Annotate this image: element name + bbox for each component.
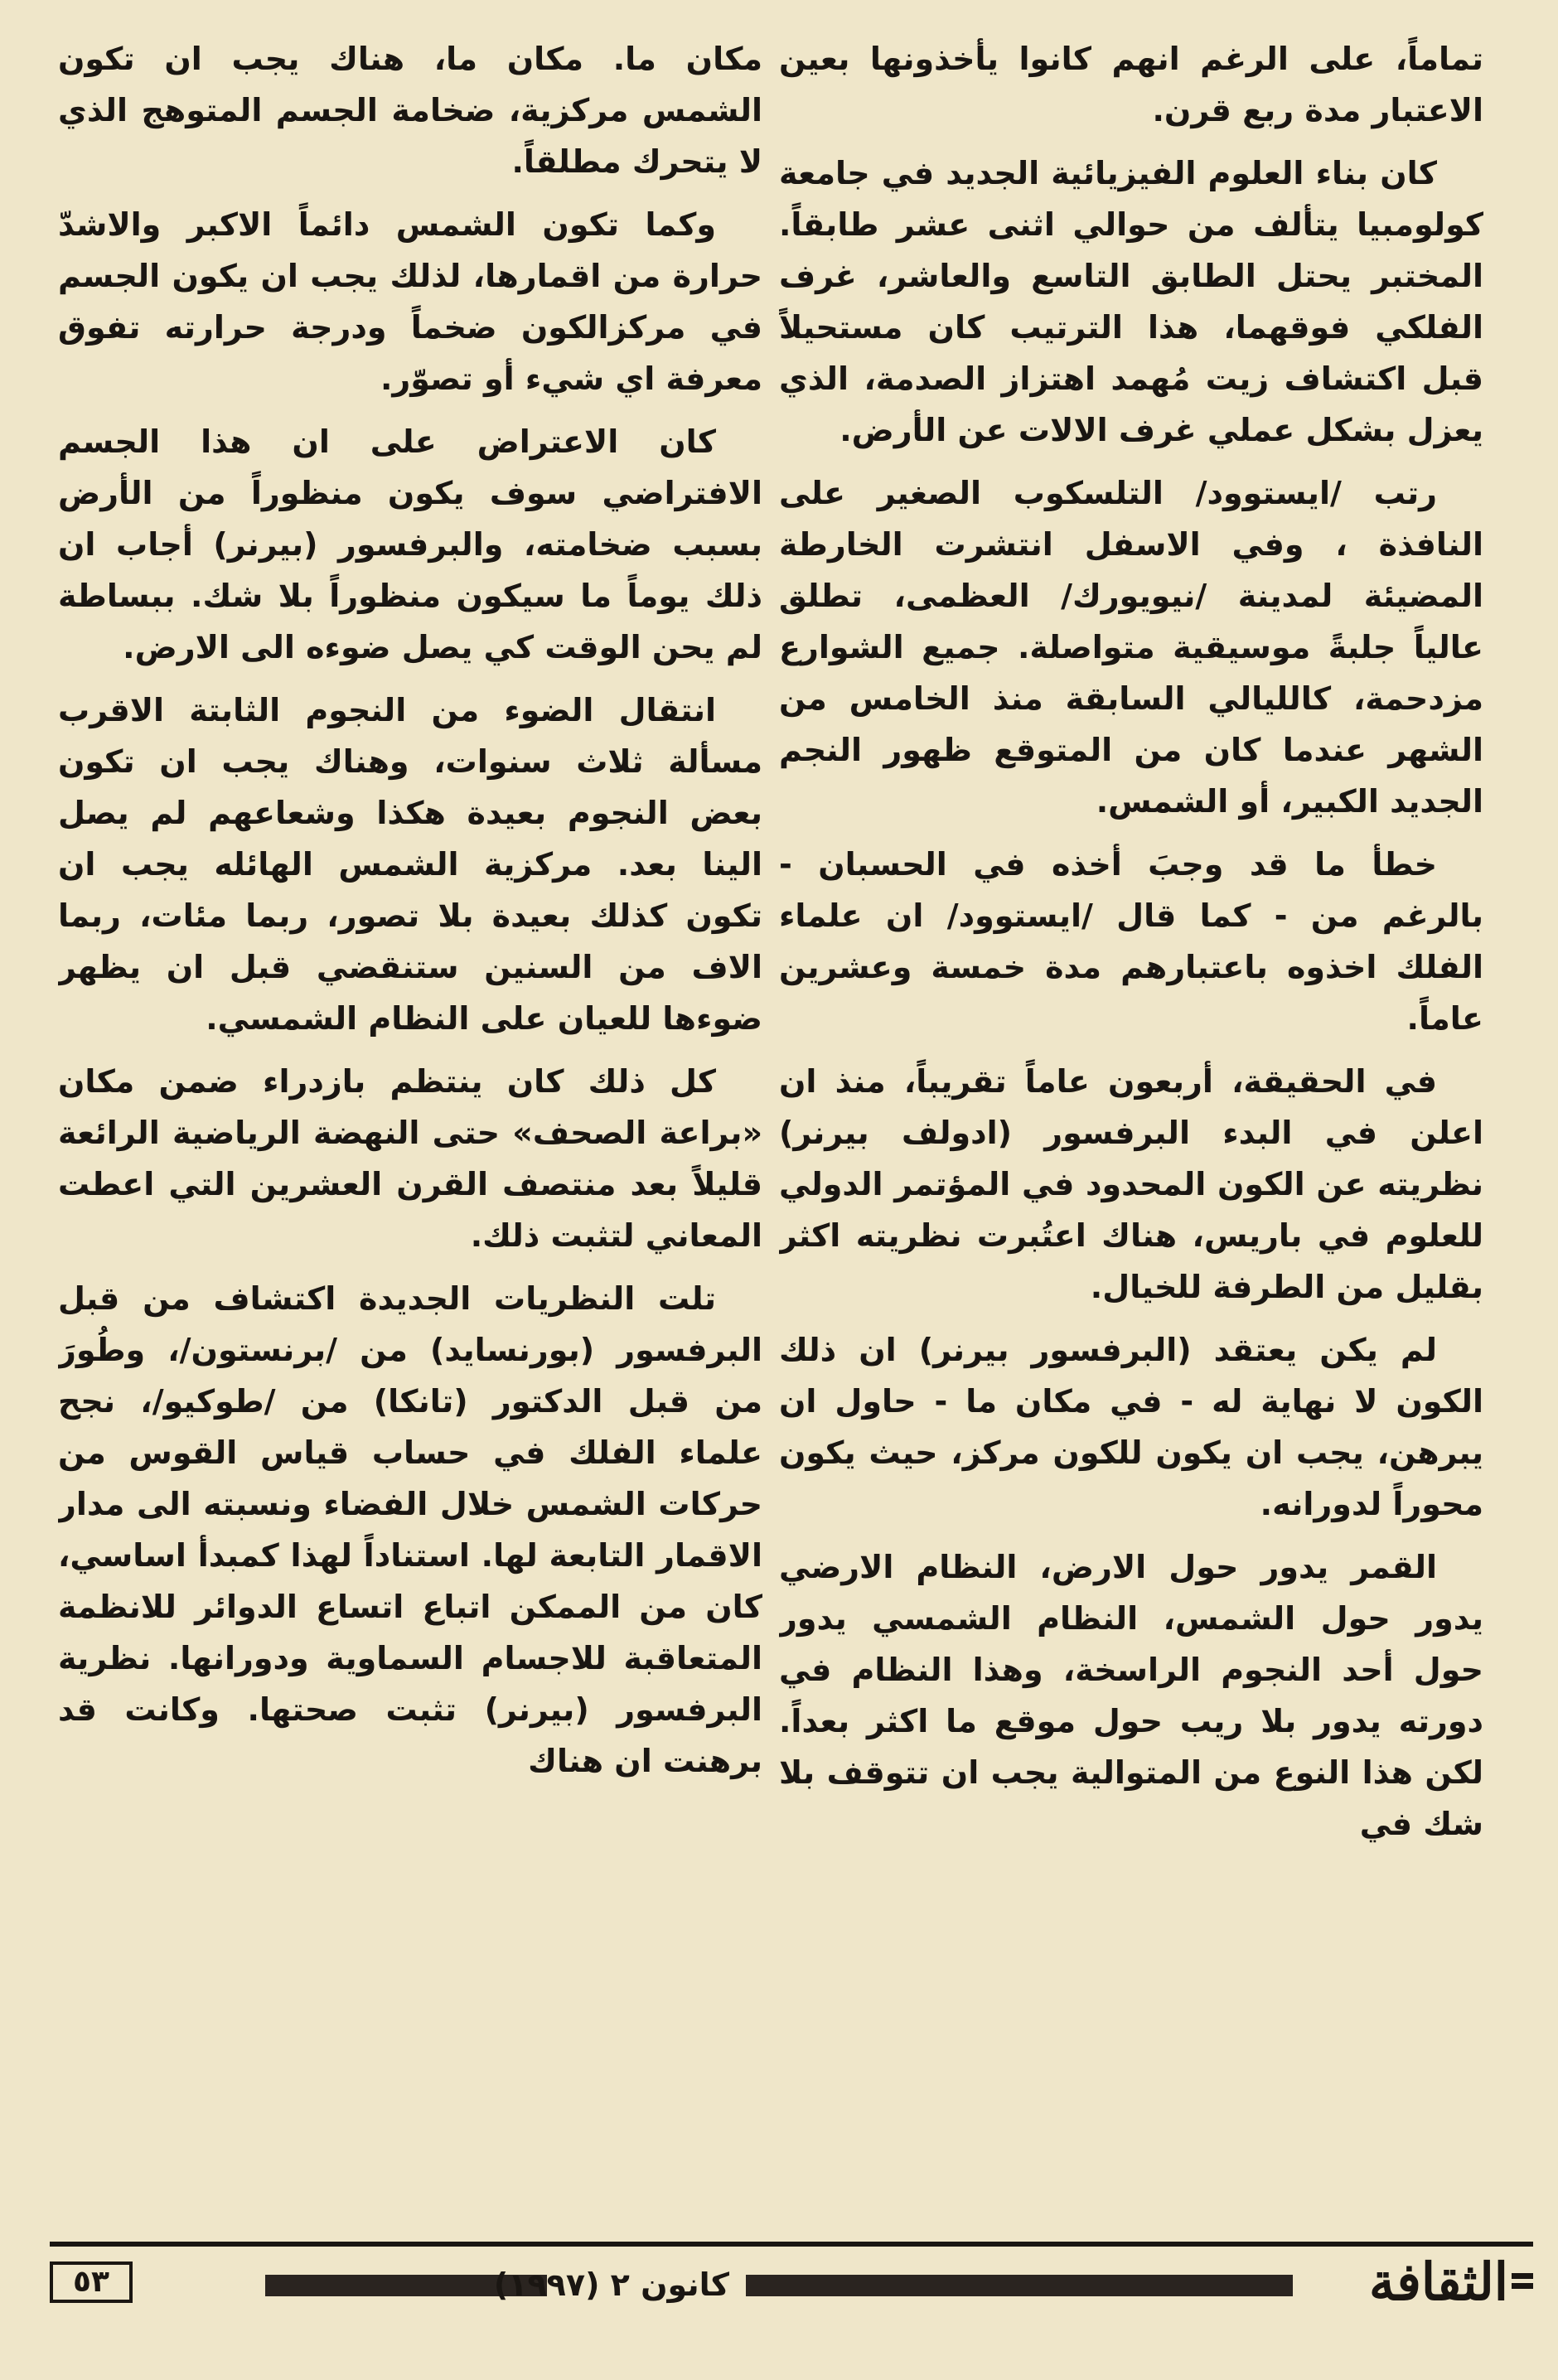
page-footer — [50, 2242, 1533, 2312]
paragraph: وكما تكون الشمس دائماً الاكبر والاشدّ حرارة من اقمارها، لذلك يجب ان يكون الجسم في مركزالكون ضخماً ودرجة حرارته تفوق معرفة اي شيء أو تصوّر. — [58, 206, 762, 397]
page-number: ٥٣ — [50, 2261, 133, 2303]
paragraph: تلت النظريات الجديدة اكتشاف من قبل البرفسور (بورنسايد) من /برنستون/، وطُورَ من قبل الدكتور (تانكا) من /طوكيو/، نجح علماء الفلك في حساب قياس القوس من حركات الشمس خلال الفضاء ونسبته الى مدار الاقمار التابعة لها. استناداً لهذا كمبدأ اساسي، كان من الممكن اتباع اتساع الدوائر للانظمة المتعاقبة للاجسام السماوية ودورانها. نظرية البرفسور (بيرنر) تثبت صحتها. وكانت قد برهنت ان هناك — [58, 1280, 762, 1779]
paragraph: انتقال الضوء من النجوم الثابتة الاقرب مسألة ثلاث سنوات، وهناك يجب ان تكون بعض النجوم بعيدة هكذا وشعاعهم لم يصل الينا بعد. مركزية الشمس الهائله يجب ان تكون كذلك بعيدة بلا تصور، ربما مئات، ربما الاف من السنين ستنقضي قبل ان يظهر ضوءها للعيان على النظام الشمسي. — [58, 692, 762, 1037]
paragraph: القمر يدور حول الارض، النظام الارضي يدور حول الشمس، النظام الشمسي يدور حول أحد النجوم الراسخة، وهذا النظام في دورته يدور بلا ريب حول موقع ما اكثر بعداً. لكن هذا النوع من المتوالية يجب ان تتوقف بلا شك في — [779, 1549, 1483, 1842]
left-text-column — [58, 33, 762, 2221]
paragraph: كان بناء العلوم الفيزيائية الجديد في جامعة كولومبيا يتألف من حوالي اثنى عشر طابقاً. المختبر يحتل الطابق التاسع والعاشر، غرف الفلكي فوقهما، هذا الترتيب كان مستحيلاً قبل اكتشاف زيت مُهمد اهتزاز الصدمة، الذي يعزل بشكل عملي غرف الالات عن الأرض. — [779, 155, 1483, 448]
paragraph: كل ذلك كان ينتظم بازدراء ضمن مكان «براعة الصحف» حتى النهضة الرياضية الرائعة قليلاً بعد منتصف القرن العشرين التي اعطت المعاني لتثبت ذلك. — [58, 1063, 762, 1254]
paragraph: خطأ ما قد وجبَ أخذه في الحسبان - بالرغم من - كما قال /ايستوود/ ان علماء الفلك اخذوه باعتبارهم مدة خمسة وعشرين عاماً. — [779, 846, 1483, 1037]
logo-stripes-icon — [1512, 2273, 1533, 2298]
paragraph: تماماً، على الرغم انهم كانوا يأخذونها بعين الاعتبار مدة ربع قرن. — [779, 41, 1483, 128]
paragraph: رتب /ايستوود/ التلسكوب الصغير على النافذة ، وفي الاسفل انتشرت الخارطة المضيئة لمدينة /نيويورك/ العظمى، تطلق عالياً جلبةً موسيقية متواصلة. جميع الشوارع مزدحمة، كالليالي السابقة منذ الخامس من الشهر عندما كان من المتوقع ظهور النجم الجديد الكبير، أو الشمس. — [779, 475, 1483, 820]
footer-rule — [50, 2242, 1533, 2247]
issue-date: كانون ٢ (١٩٩٧) — [493, 2266, 729, 2303]
magazine-logo: الثقافة — [1369, 2252, 1508, 2312]
paragraph: كان الاعتراض على ان هذا الجسم الافتراضي سوف يكون منظوراً من الأرض بسبب ضخامته، والبرفسور (بيرنر) أجاب ان ذلك يوماً ما سيكون منظوراً بلا شك. ببساطة لم يحن الوقت كي يصل ضوءه الى الارض. — [58, 423, 762, 665]
paragraph: في الحقيقة، أربعون عاماً تقريباً، منذ ان اعلن في البدء البرفسور (ادولف بيرنر) نظريته عن الكون المحدود في المؤتمر الدولي للعلوم في باريس، هناك اعتُبرت نظريته اكثر بقليل من الطرفة للخيال. — [779, 1063, 1483, 1305]
paragraph: لم يكن يعتقد (البرفسور بيرنر) ان ذلك الكون لا نهاية له - في مكان ما - حاول ان يبرهن، يجب ان يكون للكون مركز، حيث يكون محوراً لدورانه. — [779, 1332, 1483, 1522]
footer-bar — [746, 2275, 1293, 2296]
right-text-column — [779, 33, 1483, 2221]
paragraph: مكان ما. مكان ما، هناك يجب ان تكون الشمس مركزية، ضخامة الجسم المتوهج الذي لا يتحرك مطلقاً. — [58, 41, 762, 180]
scan-mark — [249, 8, 381, 20]
